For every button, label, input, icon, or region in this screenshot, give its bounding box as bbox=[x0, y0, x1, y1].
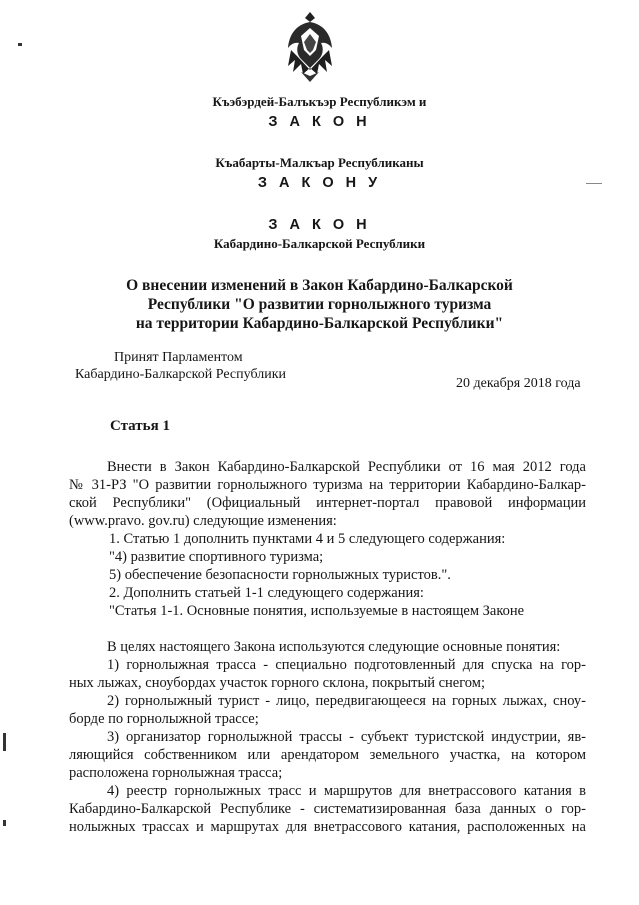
coat-of-arms-emblem bbox=[283, 10, 337, 84]
body-line: № 31-РЗ "О развитии горнолыжного туризма на территории Кабардино-Балкар- bbox=[69, 477, 586, 493]
header-balkar-republic: Къабарты-Малкъар Республиканы bbox=[215, 155, 424, 170]
body-line: расположена горнолыжная трасса; bbox=[69, 765, 283, 781]
accepted-date: 20 декабря 2018 года bbox=[456, 376, 581, 391]
body-line: 1. Статью 1 дополнить пунктами 4 и 5 следующего содержания: bbox=[109, 531, 506, 547]
law-title-line: О внесении изменений в Закон Кабардино-Балкарской bbox=[126, 277, 513, 294]
body-line: ской Республики" (Официальный интернет-портал правовой информации bbox=[69, 495, 586, 511]
body-line: борде по горнолыжной трассе; bbox=[69, 711, 259, 727]
body-line: ных лыжах, сноубордах участок горного склона, покрытый снегом; bbox=[69, 675, 485, 691]
body-line: "4) развитие спортивного туризма; bbox=[109, 549, 324, 565]
body-line: "Статья 1-1. Основные понятия, используемые в настоящем Законе bbox=[109, 603, 525, 619]
header-kabardian-republic: Къэбэрдей-Балъкъэр Республикэм и bbox=[212, 94, 427, 109]
scan-mark bbox=[3, 820, 6, 826]
body-line: 2) горнолыжный турист - лицо, передвигающееся на горных лыжах, сноу- bbox=[107, 693, 586, 709]
body-line: Кабардино-Балкарской Республике - систематизированная база данных о гор- bbox=[69, 801, 586, 817]
body-line: Внести в Закон Кабардино-Балкарской Республики от 16 мая 2012 года bbox=[107, 459, 586, 475]
body-line: 5) обеспечение безопасности горнолыжных туристов.". bbox=[109, 567, 451, 583]
body-line: 4) реестр горнолыжных трасс и маршрутов для внетрассового катания в bbox=[107, 783, 586, 799]
accepted-by-parliament: Принят Парламентом bbox=[114, 350, 243, 365]
body-line: нолыжных трассах и маршрутах для внетрассового катания, расположенных на bbox=[69, 819, 586, 835]
body-line: В целях настоящего Закона используются следующие основные понятия: bbox=[107, 639, 561, 655]
body-line: 3) организатор горнолыжной трассы - субъект туристской индустрии, яв- bbox=[107, 729, 586, 745]
law-title-line: Республики "О развитии горнолыжного туризма bbox=[147, 296, 492, 313]
body-line: 1) горнолыжная трасса - специально подготовленный для спуска на гор- bbox=[107, 657, 586, 673]
header-balkar-law: З А К О Н У bbox=[257, 175, 382, 191]
scan-mark bbox=[3, 733, 6, 751]
accepted-republic: Кабардино-Балкарской Республики bbox=[75, 367, 286, 382]
article-heading: Статья 1 bbox=[110, 418, 170, 434]
header-russian-republic: Кабардино-Балкарской Республики bbox=[213, 236, 426, 251]
header-kabardian-law: З А К О Н bbox=[268, 114, 371, 130]
header-russian-law: З А К О Н bbox=[268, 217, 371, 233]
law-title-line: на территории Кабардино-Балкарской Республики" bbox=[135, 315, 504, 332]
body-line: ляющийся собственником или арендатором земельного участка, на котором bbox=[69, 747, 586, 763]
scan-mark bbox=[18, 43, 22, 46]
body-line: (www.pravo. gov.ru) следующие изменения: bbox=[69, 513, 337, 529]
body-line: 2. Дополнить статьей 1-1 следующего содержания: bbox=[109, 585, 424, 601]
